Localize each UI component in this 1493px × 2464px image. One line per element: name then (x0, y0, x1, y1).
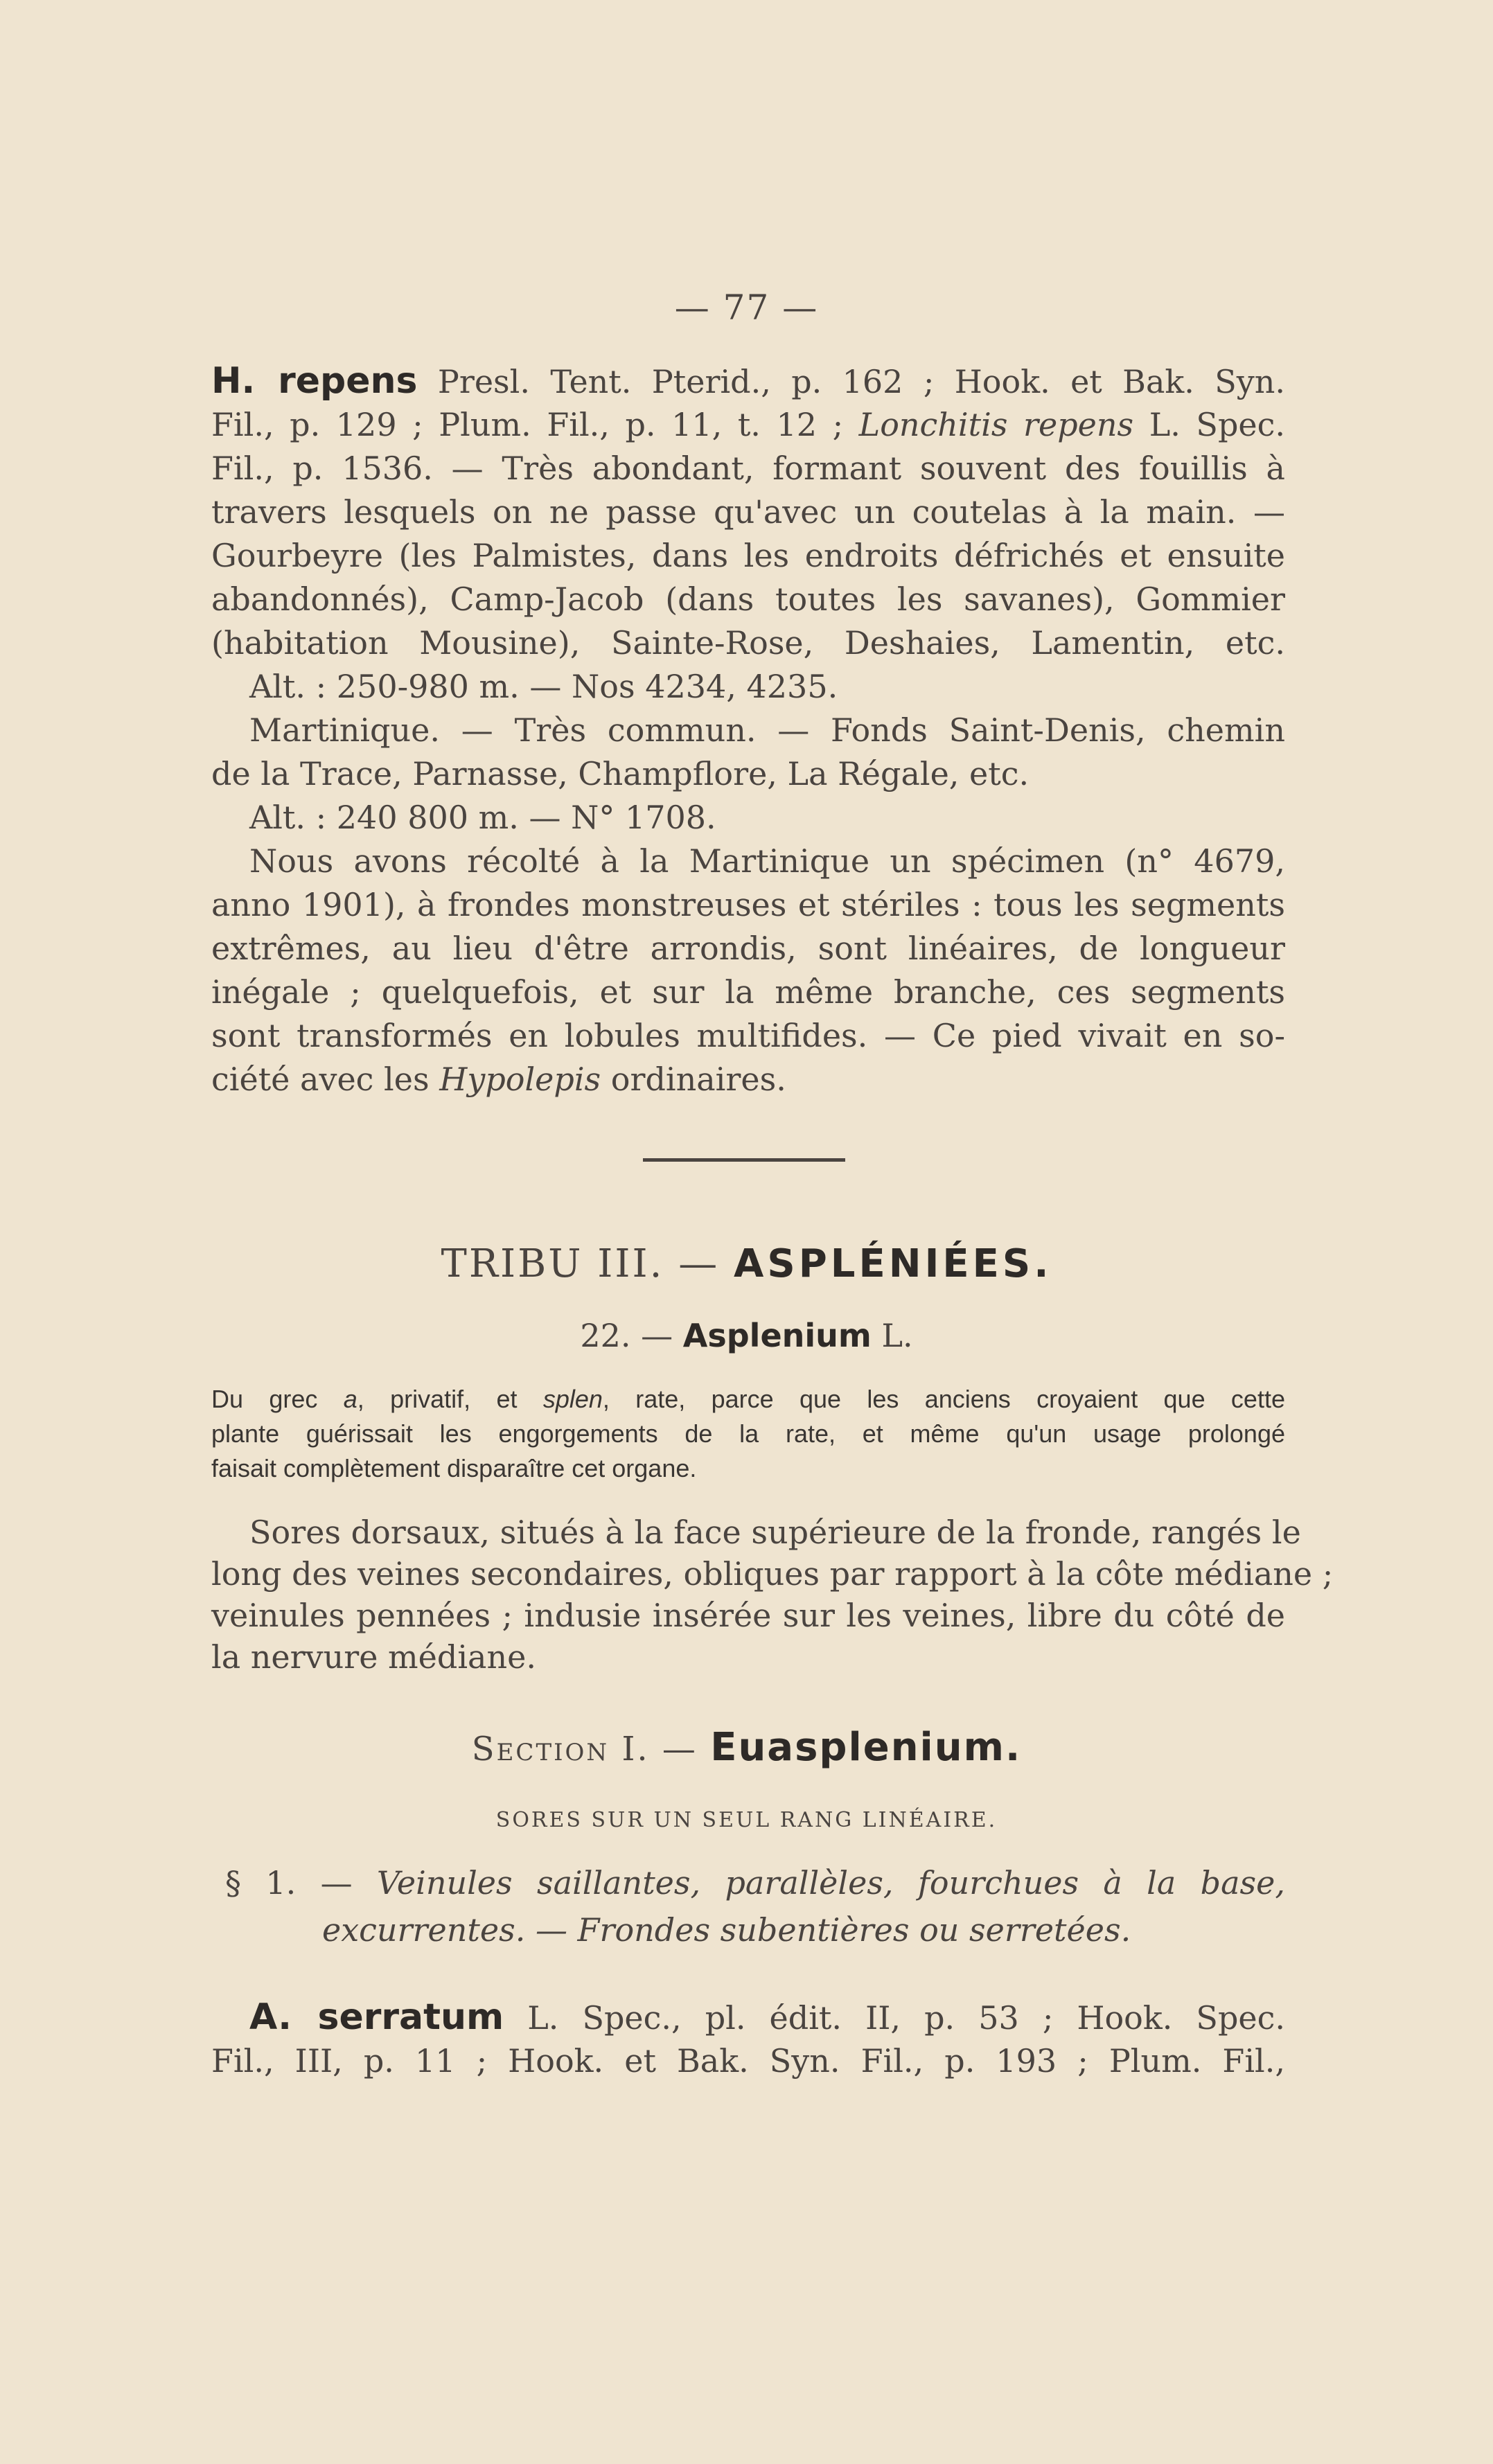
text-line: Nous avons récolté à la Martinique un spécimen (n° 4679, (249, 842, 1285, 880)
text-line: long des veines secondaires, obliques par rapport à la côte médiane ; (211, 1555, 1334, 1593)
text-line: (habitation Mousine), Sainte-Rose, Deshaies, Lamentin, etc. (211, 624, 1285, 662)
etymology-line: plante guérissait les engorgements de la rate, et même qu'un usage prolongé (211, 1419, 1285, 1448)
text-line: sont transformés en lobules multifides. — Ce pied vivait en so- (211, 1017, 1285, 1054)
species-name: A. serratum (249, 1996, 504, 2038)
text-line: Alt. : 250-980 m. — Nos 4234, 4235. (249, 668, 838, 705)
text-line: la nervure médiane. (211, 1638, 536, 1676)
section-heading: Section I. — Euasplenium. (471, 1725, 1022, 1770)
section-subtitle: SORES SUR UN SEUL RANG LINÉAIRE. (495, 1808, 998, 1832)
tribe-name: ASPLÉNIÉES. (734, 1241, 1052, 1286)
text-line: Fil., III, p. 11 ; Hook. et Bak. Syn. Fil., p. 193 ; Plum. Fil., (211, 2042, 1285, 2080)
text-line: Fil., p. 1536. — Très abondant, formant souvent des fouillis à (211, 450, 1285, 487)
page-number: — 77 — (674, 287, 819, 328)
synonym-name: Lonchitis repens (858, 406, 1134, 443)
text-line: anno 1901), à frondes monstreuses et stériles : tous les segments (211, 886, 1285, 923)
section-divider (643, 1158, 845, 1162)
text-line: Martinique. — Très commun. — Fonds Saint-Denis, chemin (249, 711, 1285, 749)
text-line: veinules pennées ; indusie insérée sur les veines, libre du côté de (211, 1597, 1285, 1634)
species-name: H. repens (211, 360, 418, 402)
section-name: Euasplenium. (710, 1725, 1022, 1770)
text-line: § 1. — Veinules saillantes, parallèles, fourchues à la base, (225, 1864, 1285, 1902)
text-line: Fil., p. 129 ; Plum. Fil., p. 11, t. 12 ; Lonchitis repens L. Spec. (211, 406, 1285, 443)
text-line: Gourbeyre (les Palmistes, dans les endroits défrichés et ensuite (211, 537, 1285, 574)
text-line: ciété avec les Hypolepis ordinaires. (211, 1061, 786, 1098)
text-line: de la Trace, Parnasse, Champflore, La Régale, etc. (211, 755, 1030, 792)
genus-name: Asplenium (682, 1317, 872, 1354)
text-line: abandonnés), Camp-Jacob (dans toutes les savanes), Gommier (211, 580, 1285, 618)
text-line: H. repens Presl. Tent. Pterid., p. 162 ; Hook. et Bak. Syn. (211, 360, 1285, 402)
genus-italic: Hypolepis (439, 1061, 601, 1098)
text-line: Alt. : 240 800 m. — N° 1708. (249, 799, 716, 836)
etymology-line: faisait complètement disparaître cet organe. (211, 1454, 697, 1482)
text-line: travers lesquels on ne passe qu'avec un coutelas à la main. — (211, 493, 1285, 531)
tribe-heading: TRIBU III. — ASPLÉNIÉES. (441, 1241, 1052, 1286)
text-line: Sores dorsaux, situés à la face supérieure de la fronde, rangés le (249, 1514, 1301, 1551)
text-line: A. serratum L. Spec., pl. édit. II, p. 53 ; Hook. Spec. (249, 1996, 1285, 2038)
etymology-line: Du grec a, privatif, et splen, rate, parce que les anciens croyaient que cette (211, 1385, 1285, 1413)
genus-heading: 22. — Asplenium L. (580, 1317, 913, 1354)
text-line: inégale ; quelquefois, et sur la même branche, ces segments (211, 973, 1285, 1011)
text-line: excurrentes. — Frondes subentières ou serretées. (322, 1911, 1131, 1949)
text-line: extrêmes, au lieu d'être arrondis, sont linéaires, de longueur (211, 930, 1285, 967)
